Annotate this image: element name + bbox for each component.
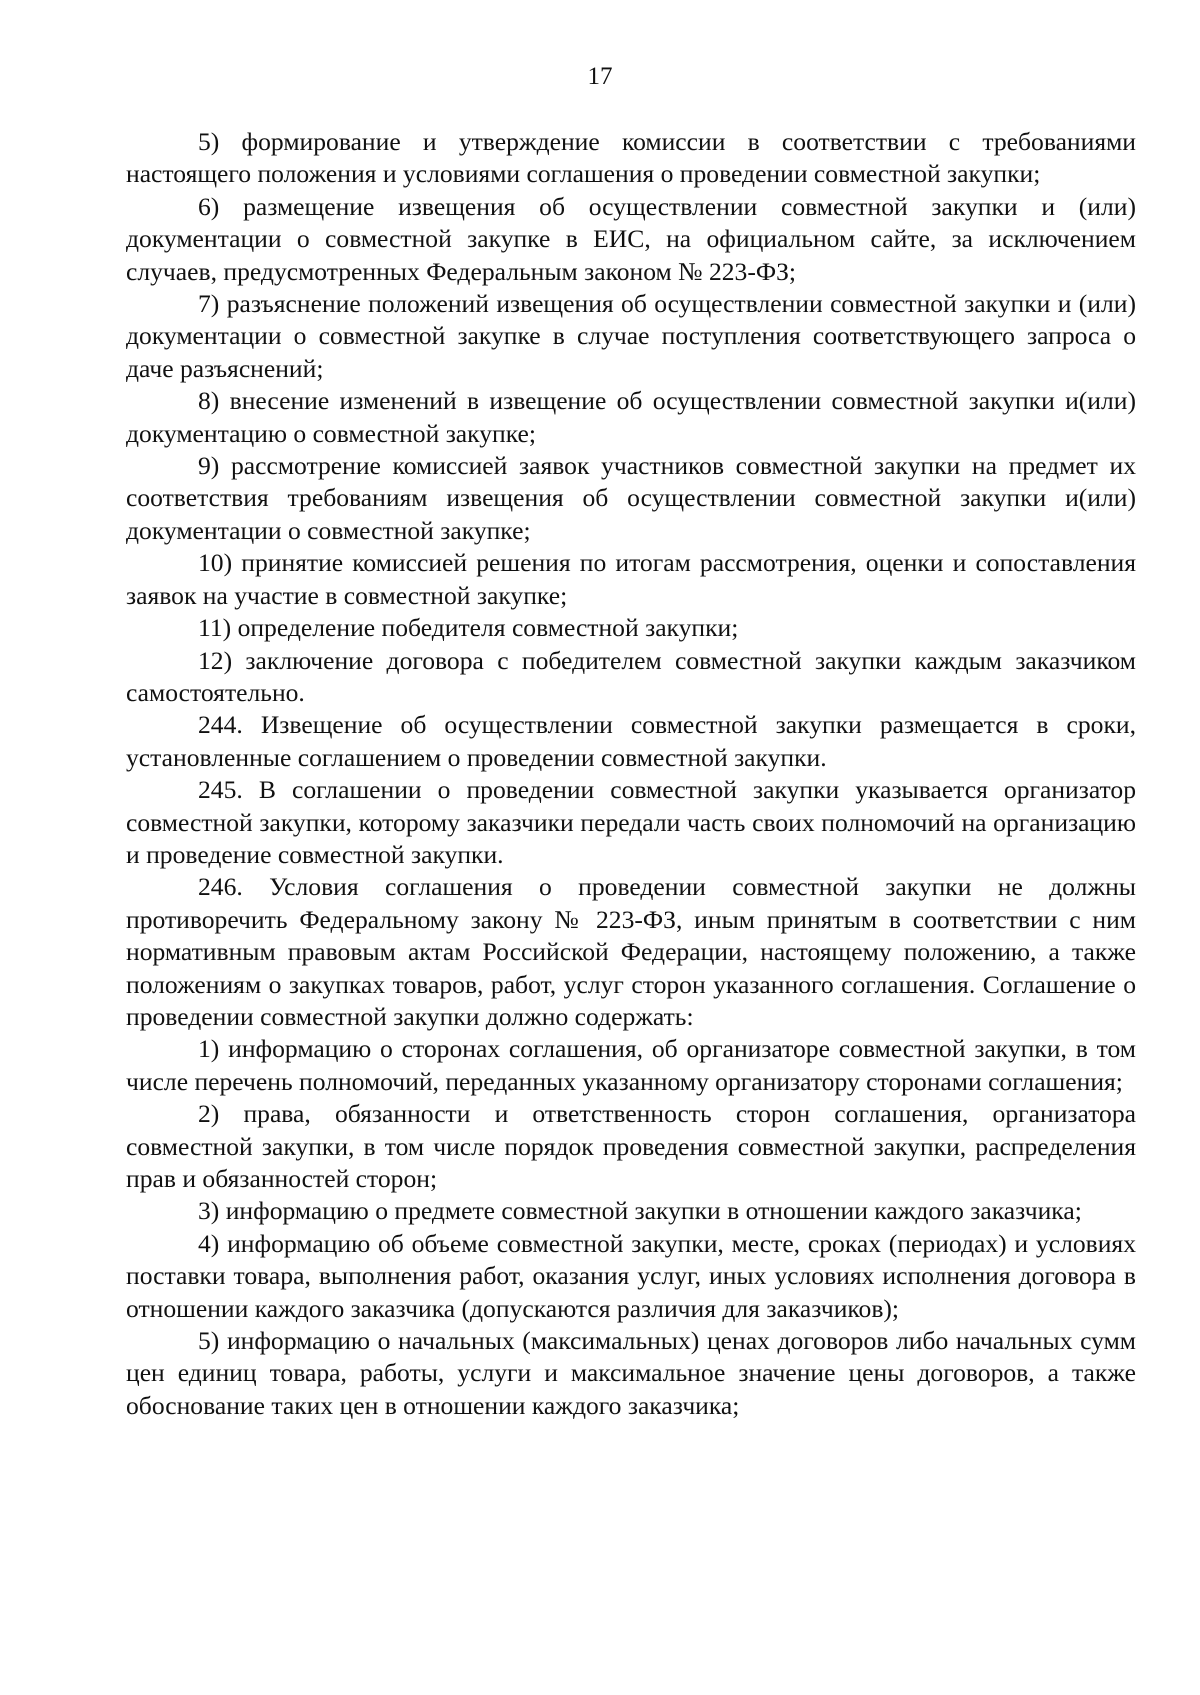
page-number: 17 — [587, 63, 613, 90]
clause-246: 246. Условия соглашения о проведении совместной закупки не должны противоречить Федеральному закону № 223-ФЗ, иным принятым в соответствии с ним нормативным правовым актам Российской Федерации, настоящему положению, а также положениям о закупках товаров, работ, услуг сторон указанного соглашения. Соглашение о проведении совместной закупки должно содержать: — [126, 872, 1136, 1031]
agreement-item-3: 3) информацию о предмете совместной закупки в отношении каждого заказчика; — [198, 1196, 1082, 1226]
list-item-10-decision: 10) принятие комиссией решения по итогам рассмотрения, оценки и сопоставления заявок на участие в совместной закупке; — [126, 548, 1136, 610]
clause-244: 244. Извещение об осуществлении совместной закупки размещается в сроки, установленные соглашением о проведении совместной закупки. — [126, 710, 1136, 772]
clause-245: 245. В соглашении о проведении совместной закупки указывается организатор совместной закупки, которому заказчики передали часть своих полномочий на организацию и проведение совместной закупки. — [126, 775, 1136, 869]
agreement-item-4: 4) информацию об объеме совместной закупки, месте, сроках (периодах) и условиях поставки товара, выполнения работ, оказания услуг, иных условиях исполнения договора в отношении каждого заказчика (допускаются различия для заказчиков); — [126, 1228, 1136, 1323]
list-item-11-winner: 11) определение победителя совместной закупки; — [198, 613, 739, 643]
list-item-6-publication: 6) размещение извещения об осуществлении совместной закупки и (или) документации о совместной закупке в ЕИС, на официальном сайте, за исключением случаев, предусмотренных Федеральным законом № 223-ФЗ; — [126, 191, 1136, 286]
document-body — [126, 126, 1136, 1422]
agreement-item-5: 5) информацию о начальных (максимальных) ценах договоров либо начальных сумм цен единиц товара, работы, услуги и максимальное значение цены договоров, а также обоснование таких цен в отношении каждого заказчика; — [126, 1326, 1136, 1420]
list-item-8-amendments: 8) внесение изменений в извещение об осуществлении совместной закупки и(или) документацию о совместной закупке; — [126, 386, 1136, 448]
list-item-5-commission: 5) формирование и утверждение комиссии в соответствии с требованиями настоящего положения и условиями соглашения о проведении совместной закупки; — [126, 127, 1136, 189]
list-item-9-review: 9) рассмотрение комиссией заявок участников совместной закупки на предмет их соответствия требованиям извещения об осуществлении совместной закупки и(или) документации о совместной закупке; — [126, 451, 1136, 545]
agreement-item-1: 1) информацию о сторонах соглашения, об организаторе совместной закупки, в том числе перечень полномочий, переданных указанному организатору сторонами соглашения; — [126, 1034, 1136, 1096]
list-item-12-contract: 12) заключение договора с победителем совместной закупки каждым заказчиком самостоятельно. — [126, 645, 1136, 707]
list-item-7-clarification: 7) разъяснение положений извещения об осуществлении совместной закупки и (или) документации о совместной закупке в случае поступления соответствующего запроса о даче разъяснений; — [126, 289, 1136, 383]
agreement-item-2: 2) права, обязанности и ответственность сторон соглашения, организатора совместной закупки, в том числе порядок проведения совместной закупки, распределения прав и обязанностей сторон; — [126, 1099, 1136, 1193]
